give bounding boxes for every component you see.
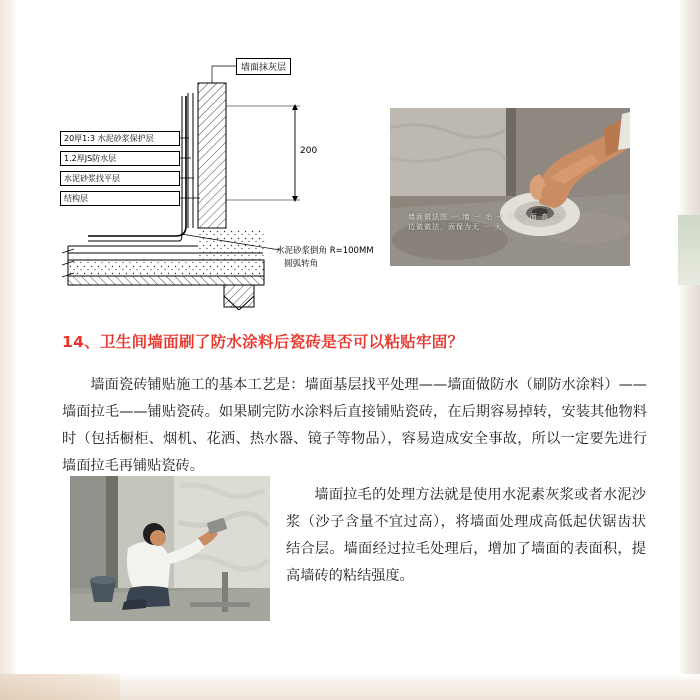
floor-drain-photo — [390, 108, 630, 266]
cad-layer-label-2: 1.2厚JS防水层 — [60, 151, 180, 166]
worker-photo-svg — [70, 476, 270, 621]
cad-layer-label-3: 水泥砂浆找平层 — [60, 171, 180, 186]
cad-note-line-2: 圆弧转角 — [284, 259, 319, 269]
bottom-accent-block — [0, 674, 120, 700]
worker-plastering-photo — [70, 476, 270, 621]
caption-line-1: 墙面做法图 一 墙 一 毛 一 二 作 面 高 大 — [408, 213, 561, 221]
cad-layer-label-1: 20厚1:3 水泥砂浆保护层 — [60, 131, 180, 146]
page-title: 14、卫生间墙面刷了防水涂料后瓷砖是否可以粘贴牢固？ — [62, 333, 464, 351]
paragraph-one: 墙面瓷砖铺贴施工的基本工艺是：墙面基层找平处理——墙面做防水（刷防水涂料）——墙面拉毛——铺贴瓷砖。如果刷完防水涂料后直接铺贴瓷砖，在后期容易掉转，安装其他物料时（包括橱柜、烟机、花洒、热水器、镜子等物品），容易造成安全事故，所以一定要先进行墙面拉毛再铺贴瓷砖。 — [62, 377, 647, 474]
illustration-row — [0, 30, 700, 300]
paragraph-two: 墙面拉毛的处理方法就是使用水泥素灰浆或者水泥沙浆（沙子含量不宜过高），将墙面处理成高低起伏锯齿状结合层。墙面经过拉毛处理后，增加了墙面的表面积，提高墙砖的粘结强度。 — [286, 487, 646, 584]
floor-drain-photo-svg — [390, 108, 630, 266]
cad-note-line-1: 水泥砂浆倒角 R=100MM — [276, 246, 374, 256]
cad-section-drawing — [48, 48, 378, 310]
cad-dimension-label: 200 — [300, 146, 318, 156]
cad-title-label: 墙面抹灰层 — [236, 58, 291, 75]
caption-line-2: 边做做法，面保为无 一 大 — [408, 223, 503, 231]
cad-layer-label-4: 结构层 — [60, 191, 180, 206]
floor-drain-photo-caption — [408, 212, 560, 232]
